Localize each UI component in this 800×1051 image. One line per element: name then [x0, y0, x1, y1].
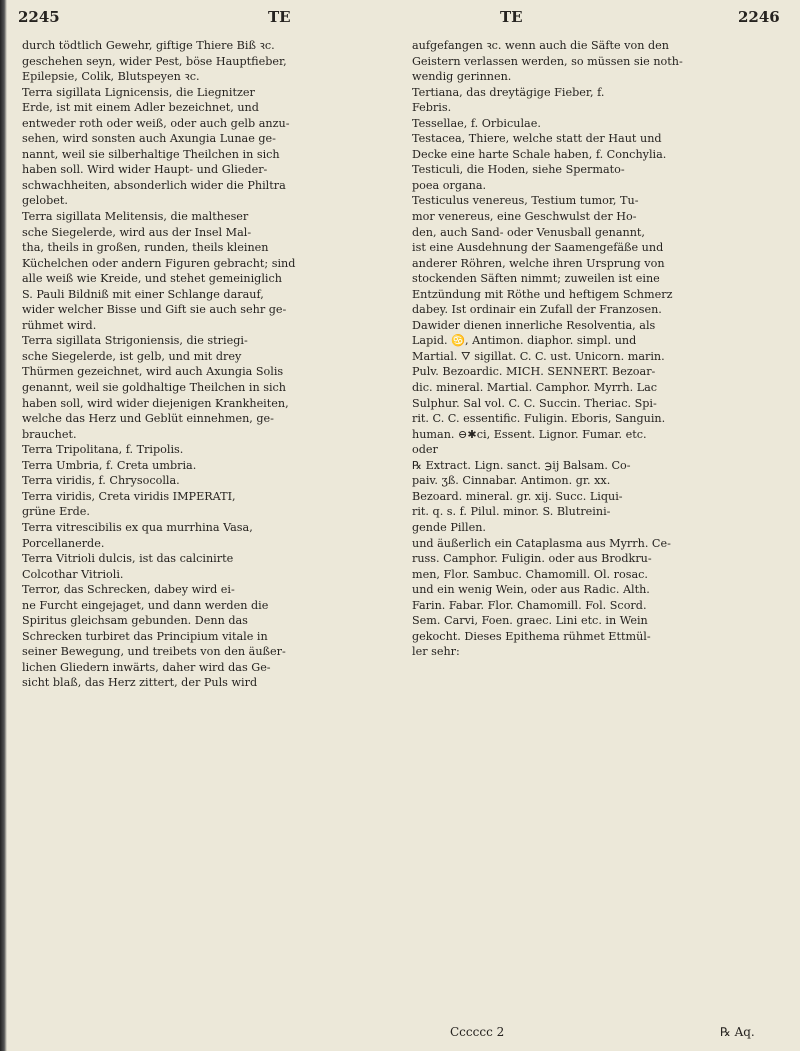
text-line: Martial. 🜄 sigillat. C. C. ust. Unicorn. marin.: [412, 349, 665, 363]
text-line: entweder roth oder weiß, oder auch gelb anzu-: [22, 116, 290, 130]
text-line: Terra Vitrioli dulcis, ist das calcinirte: [22, 552, 234, 566]
text-line: schwachheiten, absonderlich wider die Philtra: [22, 178, 286, 192]
text-line: Terra Tripolitana, f. Tripolis.: [22, 443, 184, 457]
text-line: rühmet wird.: [22, 318, 97, 332]
text-line: Testiculi, die Hoden, siehe Spermato-: [412, 163, 625, 177]
text-line: rit. C. C. essentific. Fuligin. Eboris, Sanguin.: [412, 412, 666, 426]
signature-mark: Cccccc 2: [450, 1025, 505, 1039]
text-line: ler sehr:: [412, 645, 460, 659]
text-line: Decke eine harte Schale haben, f. Conchylia.: [412, 147, 667, 161]
binding-shadow: [0, 0, 7, 1051]
text-line: Terra vitrescibilis ex qua murrhina Vasa,: [22, 520, 253, 534]
text-line: Küchelchen oder andern Figuren gebracht; sind: [22, 256, 296, 270]
text-line: paiv. ʒß. Cinnabar. Antimon. gr. xx.: [412, 474, 611, 488]
text-line: Terra viridis, f. Chrysocolla.: [22, 474, 180, 488]
text-line: Spiritus gleichsam gebunden. Denn das: [22, 614, 248, 628]
column-header-left: TE: [268, 8, 291, 26]
text-line: lichen Gliedern inwärts, daher wird das Ge-: [22, 660, 271, 674]
text-line: grüne Erde.: [22, 505, 90, 519]
text-line: gende Pillen.: [412, 520, 486, 534]
text-line: sche Siegelerde, wird aus der Insel Mal-: [22, 225, 252, 239]
text-line: Terra viridis, Creta viridis IMPERATI,: [22, 489, 236, 503]
text-line: Tertiana, das dreytägige Fieber, f.: [412, 85, 605, 99]
text-line: Terror, das Schrecken, dabey wird ei-: [22, 583, 235, 597]
text-line: rit. q. s. f. Pilul. minor. S. Blutreini-: [412, 505, 611, 519]
text-line: ist eine Ausdehnung der Saamengefäße und: [412, 241, 664, 255]
page-number-right: 2246: [738, 8, 780, 26]
text-line: russ. Camphor. Fuligin. oder aus Brodkru-: [412, 552, 652, 566]
text-line: Sem. Carvi, Foen. graec. Lini etc. in Wein: [412, 614, 648, 628]
text-line: Sulphur. Sal vol. C. C. Succin. Theriac. Spi-: [412, 396, 657, 410]
text-line: genannt, weil sie goldhaltige Theilchen in sich: [22, 381, 287, 395]
text-line: Testacea, Thiere, welche statt der Haut und: [412, 132, 662, 146]
text-line: haben soll, wird wider diejenigen Krankheiten,: [22, 396, 289, 410]
text-line: Bezoard. mineral. gr. xij. Succ. Liqui-: [412, 489, 623, 503]
text-line: den, auch Sand- oder Venusball genannt,: [412, 225, 645, 239]
text-line: mor venereus, eine Geschwulst der Ho-: [412, 210, 637, 224]
right-column: [412, 38, 792, 660]
text-line: poea organa.: [412, 178, 487, 192]
text-line: Porcellanerde.: [22, 536, 105, 550]
text-line: Schrecken turbiret das Principium vitale in: [22, 629, 268, 643]
text-line: brauchet.: [22, 427, 77, 441]
text-line: und äußerlich ein Cataplasma aus Myrrh. Ce-: [412, 536, 671, 550]
column-header-right: TE: [500, 8, 523, 26]
text-line: Epilepsie, Colik, Blutspeyen ꝛc.: [22, 70, 200, 84]
text-line: Farin. Fabar. Flor. Chamomill. Fol. Scord.: [412, 598, 647, 612]
text-line: aufgefangen ꝛc. wenn auch die Säfte von den: [412, 39, 669, 52]
text-line: Erde, ist mit einem Adler bezeichnet, und: [22, 101, 259, 115]
text-line: oder: [412, 443, 438, 457]
text-line: Dawider dienen innerliche Resolventia, als: [412, 318, 656, 332]
page-number-left: 2245: [18, 8, 60, 26]
text-line: sche Siegelerde, ist gelb, und mit drey: [22, 349, 242, 363]
text-line: Terra sigillata Strigoniensis, die striegi-: [22, 334, 248, 348]
catchword: ℞ Aq.: [720, 1025, 755, 1039]
text-line: Pulv. Bezoardic. MICH. SENNERT. Bezoar-: [412, 365, 656, 379]
left-column: [22, 38, 382, 691]
text-line: Terra sigillata Lignicensis, die Liegnitzer: [22, 85, 255, 99]
text-line: ne Furcht eingejaget, und dann werden die: [22, 598, 269, 612]
text-line: Febris.: [412, 101, 452, 115]
text-line: stockenden Säften nimmt; zuweilen ist eine: [412, 272, 660, 286]
text-line: tha, theils in großen, runden, theils kleinen: [22, 241, 269, 255]
text-line: Testiculus venereus, Testium tumor, Tu-: [412, 194, 639, 208]
text-line: dic. mineral. Martial. Camphor. Myrrh. Lac: [412, 381, 658, 395]
text-line: und ein wenig Wein, oder aus Radic. Alth.: [412, 583, 650, 597]
text-line: Entzündung mit Röthe und heftigem Schmerz: [412, 287, 673, 301]
text-line: wendig gerinnen.: [412, 70, 512, 84]
text-line: anderer Röhren, welche ihren Ursprung von: [412, 256, 665, 270]
text-line: wider welcher Bisse und Gift sie auch sehr ge-: [22, 303, 287, 317]
text-line: geschehen seyn, wider Pest, böse Hauptfieber,: [22, 54, 287, 68]
text-line: Geistern verlassen werden, so müssen sie noth-: [412, 54, 683, 68]
text-line: durch tödtlich Gewehr, giftige Thiere Biß ꝛc.: [22, 39, 275, 52]
text-line: alle weiß wie Kreide, und stehet gemeiniglich: [22, 272, 282, 286]
text-line: haben soll. Wird wider Haupt- und Glieder-: [22, 163, 268, 177]
text-line: Thürmen gezeichnet, wird auch Axungia Solis: [22, 365, 284, 379]
text-line: dabey. Ist ordinair ein Zufall der Franzosen.: [412, 303, 662, 317]
text-line: human. ⊖✱ci, Essent. Lignor. Fumar. etc.: [412, 427, 647, 441]
text-line: S. Pauli Bildniß mit einer Schlange darauf,: [22, 287, 264, 301]
text-line: Terra Umbria, f. Creta umbria.: [22, 458, 197, 472]
text-line: seiner Bewegung, und treibets von den äußer-: [22, 645, 286, 659]
text-line: Terra sigillata Melitensis, die maltheser: [22, 210, 249, 224]
text-line: Lapid. ♋, Antimon. diaphor. simpl. und: [412, 334, 637, 348]
text-line: men, Flor. Sambuc. Chamomill. Ol. rosac.: [412, 567, 648, 581]
text-line: gekocht. Dieses Epithema rühmet Ettmül-: [412, 629, 651, 643]
text-line: Colcothar Vitrioli.: [22, 567, 124, 581]
text-line: nannt, weil sie silberhaltige Theilchen in sich: [22, 147, 280, 161]
text-line: sicht blaß, das Herz zittert, der Puls wird: [22, 676, 258, 690]
text-line: welche das Herz und Geblüt einnehmen, ge-: [22, 412, 274, 426]
text-line: ℞ Extract. Lign. sanct. ℈ij Balsam. Co-: [412, 458, 631, 472]
text-line: gelobet.: [22, 194, 68, 208]
text-line: sehen, wird sonsten auch Axungia Lunae ge-: [22, 132, 276, 146]
text-line: Tessellae, f. Orbiculae.: [412, 116, 541, 130]
